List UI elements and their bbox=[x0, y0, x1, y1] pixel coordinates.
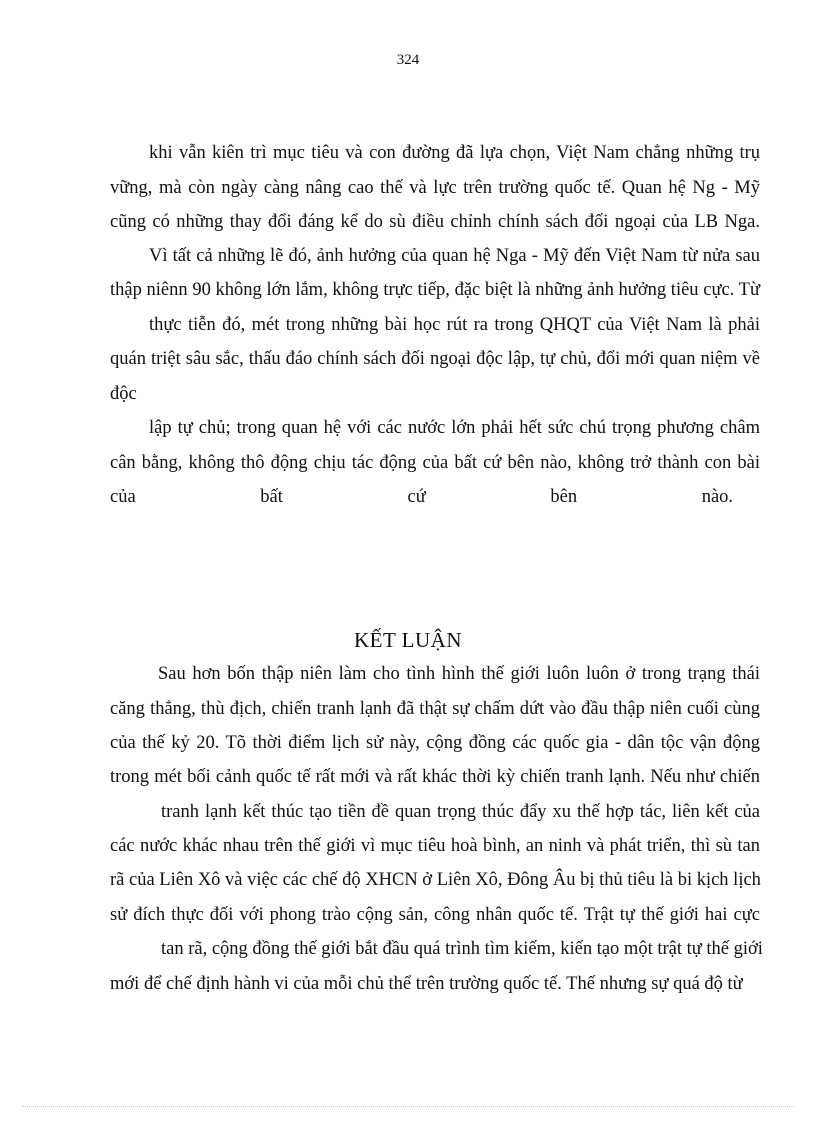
text-line: mới để chế định hành vi của mỗi chủ thể trên trường quốc tế. Thế nhưng sự quá độ từ bbox=[110, 974, 743, 994]
text-line: tranh lạnh kết thúc tạo tiền đề quan trọng thúc đẩy xu thế hợp tác, liên kết của bbox=[161, 802, 760, 822]
text-line: Sau hơn bốn thập niên làm cho tình hình thế giới luôn luôn ở trong trạng thái bbox=[158, 664, 760, 684]
text-line: trong mét bối cảnh quốc tế rất mới và rất khác thời kỳ chiến tranh lạnh. Nếu như chiến bbox=[110, 767, 760, 787]
page-number: 324 bbox=[396, 52, 420, 68]
text-line: các nước khác nhau trên thế giới vì mục tiêu hoà bình, an ninh và phát triển, thì sù tan bbox=[110, 836, 760, 856]
text-line: thập niênn 90 không lớn lắm, không trực tiếp, đặc biệt là những ảnh hưởng tiêu cực. Từ bbox=[110, 280, 760, 300]
text-line: vững, mà còn ngày càng nâng cao thế và lực trên trường quốc tế. Quan hệ Ng - Mỹ bbox=[110, 178, 760, 198]
text-line: thực tiễn đó, mét trong những bài học rút ra trong QHQT của Việt Nam là phải bbox=[149, 315, 760, 335]
text-line: của bất cứ bên nào. bbox=[110, 487, 734, 507]
text-line: rã của Liên Xô và việc các chế độ XHCN ở Liên Xô, Đông Âu bị thủ tiêu là bi kịch lịch bbox=[110, 870, 761, 890]
text-line: tan rã, cộng đồng thế giới bắt đầu quá trình tìm kiếm, kiến tạo một trật tự thế giới bbox=[161, 939, 763, 959]
text-line: lập tự chủ; trong quan hệ với các nước lớn phải hết sức chú trọng phương châm bbox=[149, 418, 760, 438]
text-line: căng thẳng, thù địch, chiến tranh lạnh đã thật sự chấm dứt vào đầu thập niên cuối cùng bbox=[110, 699, 760, 719]
text-line: Vì tất cả những lẽ đó, ảnh hưởng của quan hệ Nga - Mỹ đến Việt Nam từ nửa sau bbox=[149, 246, 760, 266]
text-line: độc bbox=[110, 384, 137, 404]
footer-divider bbox=[22, 1106, 794, 1107]
section-heading: KẾT LUẬN bbox=[353, 628, 462, 652]
text-line: của thế kỷ 20. Tõ thời điểm lịch sử này, cộng đồng các quốc gia - dân tộc vận động bbox=[110, 733, 760, 753]
text-line: quán triệt sâu sắc, thấu đáo chính sách đối ngoại độc lập, tự chủ, đổi mới quan niệm về bbox=[110, 349, 760, 369]
text-line: khi vẫn kiên trì mục tiêu và con đường đã lựa chọn, Việt Nam chẳng những trụ bbox=[149, 143, 760, 163]
text-line: cân bằng, không thô động chịu tác động của bất cứ bên nào, không trở thành con bài bbox=[110, 453, 760, 473]
text-line: sử đích thực đối với phong trào cộng sản, công nhân quốc tế. Trật tự thế giới hai cực bbox=[110, 905, 760, 925]
text-line: cũng có những thay đổi đáng kể do sù điều chỉnh chính sách đối ngoại của LB Nga. bbox=[110, 212, 760, 232]
